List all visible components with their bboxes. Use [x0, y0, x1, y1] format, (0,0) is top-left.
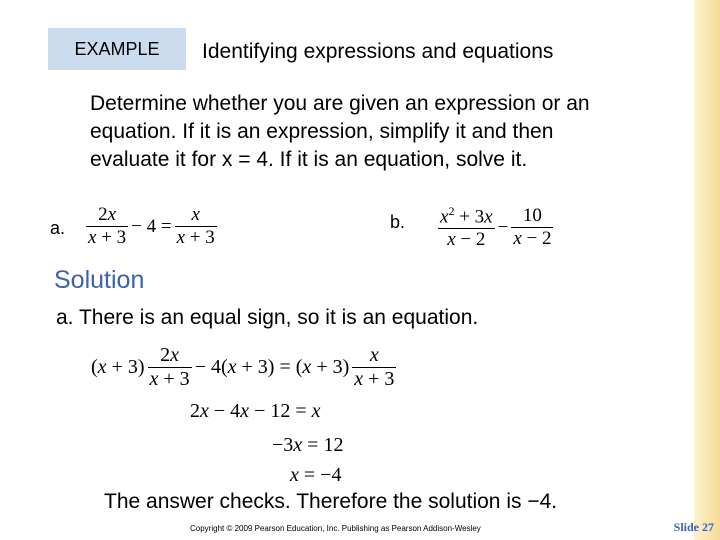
step-4: x = −4 — [290, 464, 342, 486]
solution-conclusion: The answer checks. Therefore the solution is −4. — [104, 490, 558, 513]
problem-prompt: Determine whether you are given an expression or an equation. If it is an expression, simplify it and then evaluate it for x = 4. If it is an equation, solve it. — [90, 92, 590, 171]
copyright-notice: Copyright © 2009 Pearson Education, Inc. Publishing as Pearson Addison-Wesley — [190, 524, 481, 533]
problem-b-label: b. — [390, 212, 406, 232]
step-3: −3x = 12 — [272, 434, 344, 456]
decorative-sidebar — [694, 0, 720, 540]
slide-number: Slide 27 — [673, 520, 714, 534]
solution-heading: Solution — [54, 266, 145, 294]
expression-b: $\frac{x^2 + 3x}{x - 2}$ − $\frac{10}{x - 2}$ — [440, 204, 552, 251]
equation-a: $\frac{2x}{x + 3}$ − 4 = $\frac{x}{x + 3}$ — [88, 204, 215, 248]
step-1: (x + 3) $\frac{2x}{x + 3}$ − 4(x + 3) = (x + 3) $\frac{x}{x + 3}$ — [91, 344, 395, 390]
step-2: 2x − 4x − 12 = x — [190, 400, 321, 422]
problem-a-label: a. — [50, 218, 66, 238]
page-title: Identifying expressions and equations — [202, 40, 554, 63]
solution-part-a: a. There is an equal sign, so it is an equation. — [56, 306, 479, 329]
example-badge: EXAMPLE — [48, 28, 186, 70]
